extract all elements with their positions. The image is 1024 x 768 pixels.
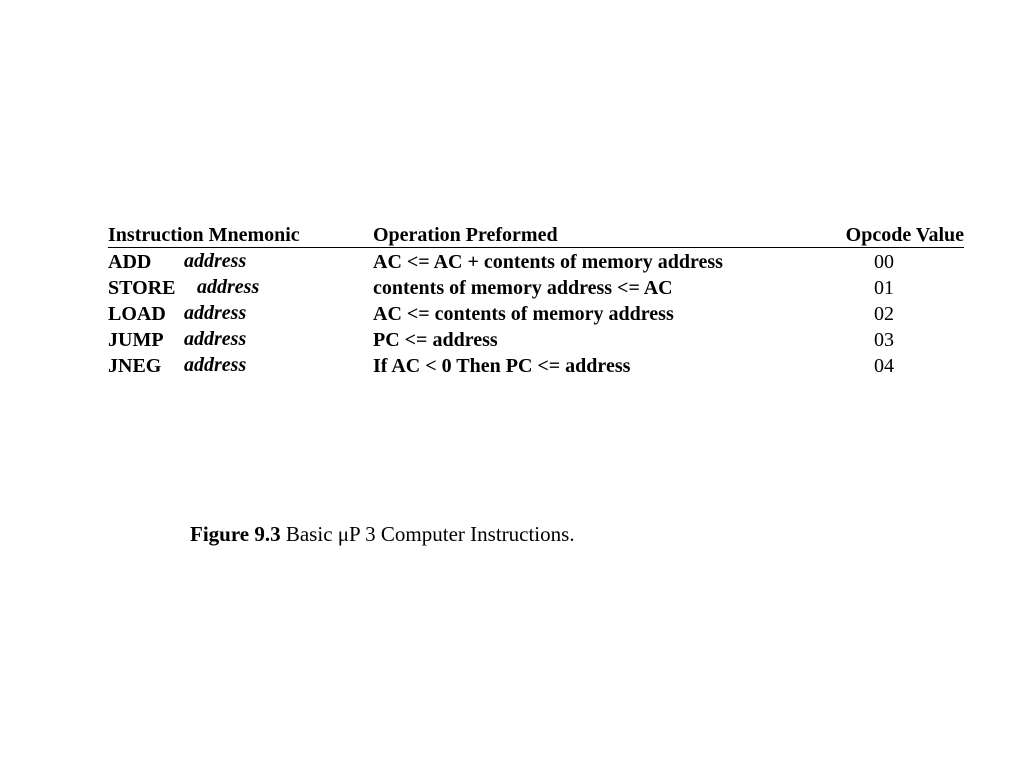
instruction-table — [108, 223, 964, 380]
mnemonic-cell: LOAD — [108, 303, 166, 325]
mnemonic-cell: JNEG — [108, 355, 162, 377]
table-row — [108, 328, 964, 354]
opcode-cell: 01 — [874, 277, 894, 299]
table-row — [108, 276, 964, 302]
table-row — [108, 354, 964, 380]
operand-cell: address — [184, 354, 247, 376]
header-operation-performed: Operation Preformed — [373, 224, 558, 246]
operand-cell: address — [184, 250, 247, 272]
figure-label: Figure 9.3 — [190, 522, 281, 546]
table-header-row — [108, 223, 964, 248]
mnemonic-cell: ADD — [108, 251, 152, 273]
opcode-cell: 03 — [874, 329, 894, 351]
opcode-cell: 04 — [874, 355, 894, 377]
operation-cell: contents of memory address <= AC — [373, 277, 673, 299]
header-instruction-mnemonic: Instruction Mnemonic — [108, 224, 300, 246]
operand-cell: address — [197, 276, 260, 298]
table-row — [108, 302, 964, 328]
opcode-cell: 00 — [874, 251, 894, 273]
table-row — [108, 250, 964, 276]
operation-cell: PC <= address — [373, 329, 498, 351]
mnemonic-cell: JUMP — [108, 329, 164, 351]
figure-caption — [190, 520, 575, 548]
operation-cell: If AC < 0 Then PC <= address — [373, 355, 631, 377]
figure-caption-text: Basic μP 3 Computer Instructions. — [285, 522, 575, 546]
mnemonic-cell: STORE — [108, 277, 176, 299]
operand-cell: address — [184, 328, 247, 350]
operand-cell: address — [184, 302, 247, 324]
operation-cell: AC <= AC + contents of memory address — [373, 251, 723, 273]
operation-cell: AC <= contents of memory address — [373, 303, 674, 325]
header-opcode-value: Opcode Value — [845, 224, 964, 246]
opcode-cell: 02 — [874, 303, 894, 325]
